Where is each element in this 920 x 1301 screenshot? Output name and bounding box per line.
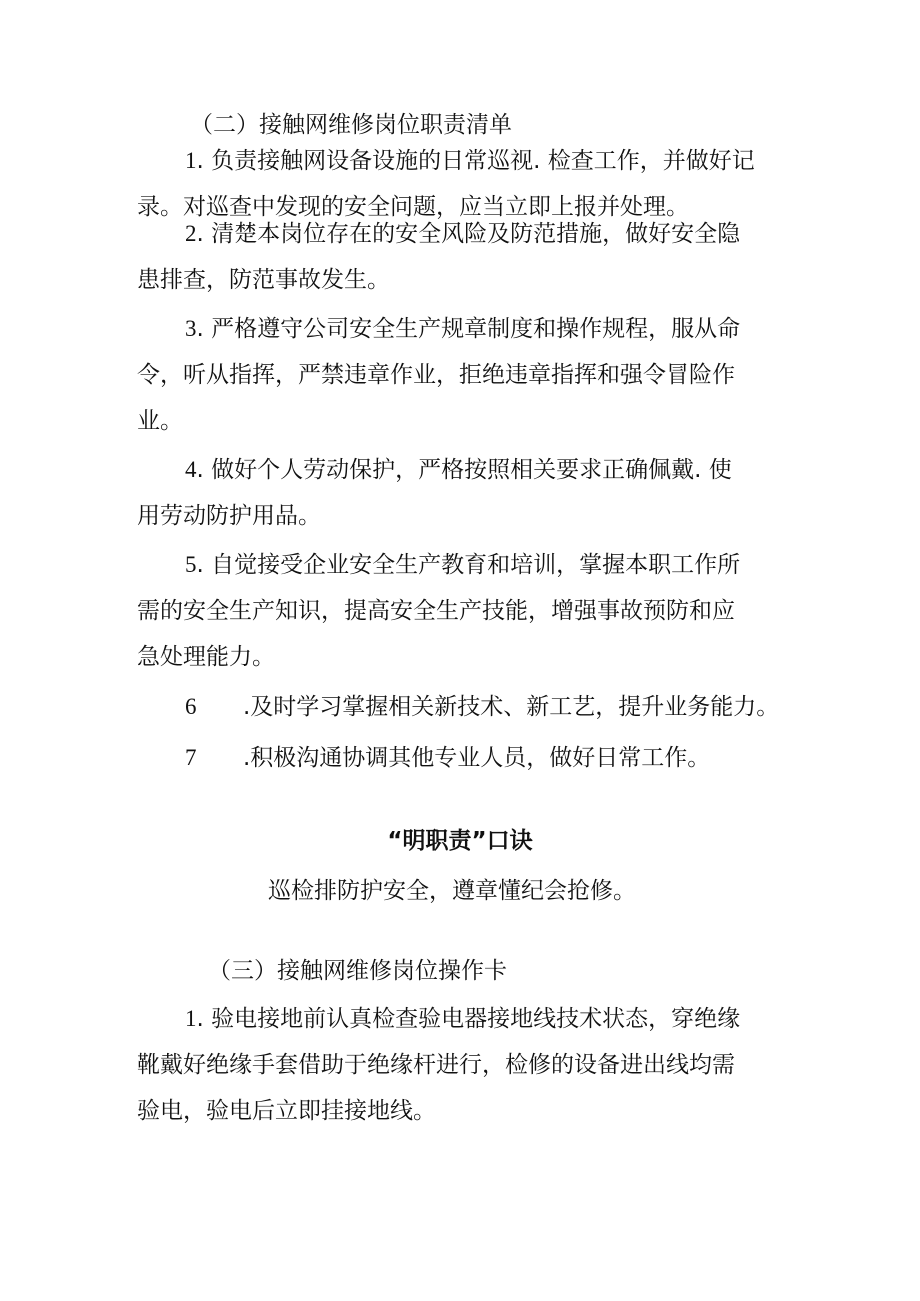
item-line: 令，听从指挥，严禁违章作业，拒绝违章指挥和强令冒险作 xyxy=(137,362,735,388)
item-number: 1 xyxy=(185,148,197,173)
item-line: 用劳动防护用品。 xyxy=(137,503,321,529)
item-line: . 自觉接受企业安全生产教育和培训，掌握本职工作所 xyxy=(196,552,741,578)
item-line: . 做好个人劳动保护，严格按照相关要求正确佩戴. 使 xyxy=(196,457,732,483)
item-line: . 严格遵守公司安全生产规章制度和操作规程，服从命 xyxy=(196,316,741,342)
item-line: .积极沟通协调其他专业人员，做好日常工作。 xyxy=(243,745,711,771)
item-line: 需的安全生产知识，提高安全生产技能，增强事故预防和应 xyxy=(137,598,735,624)
item-line: . 验电接地前认真检查验电器接地线技术状态，穿绝缘 xyxy=(196,1006,741,1032)
item-line: 验电，验电后立即挂接地线。 xyxy=(137,1098,436,1124)
list-item-2 xyxy=(137,211,797,303)
item-number: 2 xyxy=(185,221,197,246)
item-line: . 清楚本岗位存在的安全风险及防范措施，做好安全隐 xyxy=(196,221,741,247)
slogan-text: 巡检排防护安全，遵章懂纪会抢修。 xyxy=(268,878,636,904)
section-heading-duties: （二）接触网维修岗位职责清单 xyxy=(190,112,512,138)
item-number: 7 xyxy=(185,745,197,770)
item-line: .及时学习掌握相关新技术、新工艺，提升业务能力。 xyxy=(243,694,780,720)
item-line: . 负责接触网设备设施的日常巡视. 检查工作，并做好记 xyxy=(196,148,755,174)
item-line: 靴戴好绝缘手套借助于绝缘杆进行，检修的设备进出线均需 xyxy=(137,1052,735,1078)
slogan-title: “明职责”口诀 xyxy=(387,828,533,854)
list-item-7 xyxy=(137,735,797,781)
list-item-5 xyxy=(137,542,797,680)
item-number: 3 xyxy=(185,316,197,341)
list-item-4 xyxy=(137,447,797,539)
item-line: 业。 xyxy=(137,408,183,434)
section-heading-operation-card: （三）接触网维修岗位操作卡 xyxy=(208,958,507,984)
operation-item-1 xyxy=(137,996,797,1134)
item-line: 急处理能力。 xyxy=(137,644,275,670)
item-number: 1 xyxy=(185,1006,197,1031)
list-item-3 xyxy=(137,306,797,444)
item-line: 录。对巡查中发现的安全问题，应当立即上报并处理。 xyxy=(137,194,689,220)
item-number: 5 xyxy=(185,552,197,577)
item-number: 6 xyxy=(185,694,197,719)
item-number: 4 xyxy=(185,457,197,482)
list-item-6 xyxy=(137,684,797,730)
item-line: 患排查，防范事故发生。 xyxy=(137,267,390,293)
